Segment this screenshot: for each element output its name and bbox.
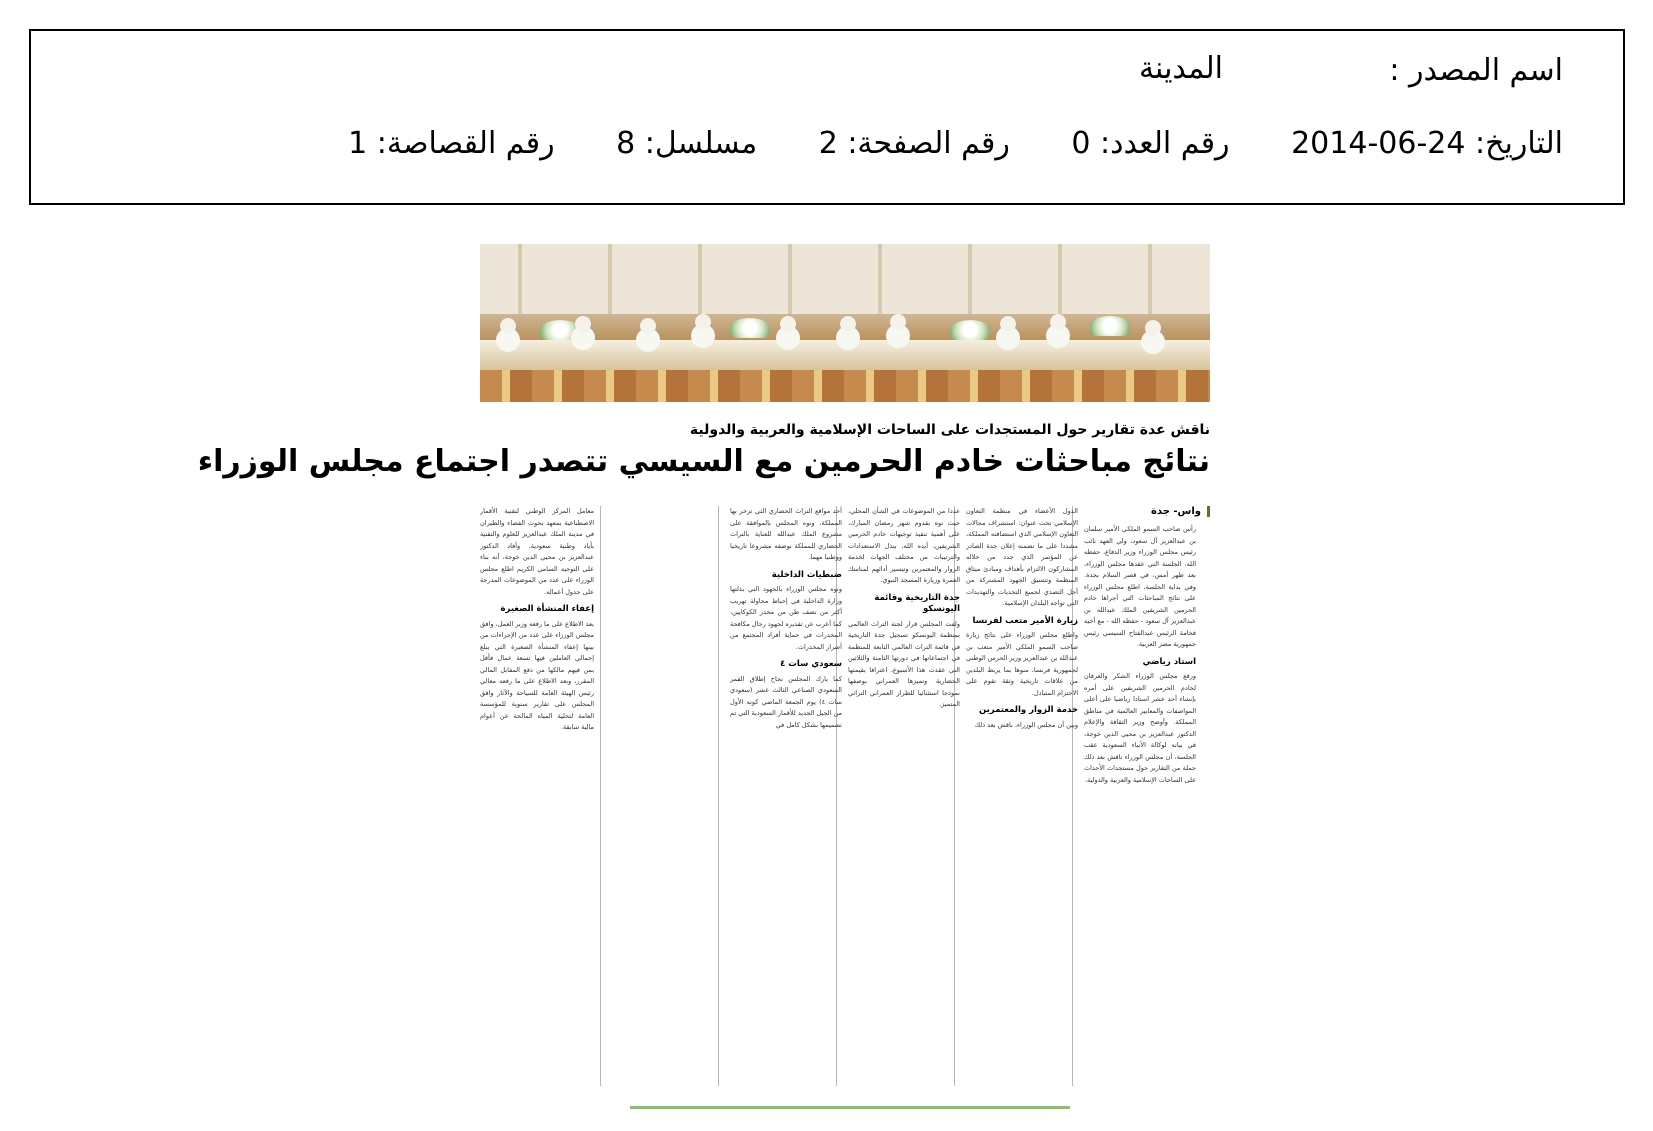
article-byline: واس- جدة xyxy=(1151,506,1210,517)
issue-field: رقم العدد: 0 xyxy=(1071,126,1230,161)
column-subheading: جدة التاريخية وقائمة اليونسكو xyxy=(874,592,960,614)
column-divider xyxy=(718,506,719,1086)
cabinet-meeting-photo xyxy=(480,244,1210,402)
article-column-4 xyxy=(730,506,842,1086)
serial-field: مسلسل: 8 xyxy=(616,126,758,161)
column-subheading: خدمة الزوار والمعتمرين xyxy=(978,705,1078,715)
source-value: المدينة xyxy=(1138,51,1223,86)
column-text: ولفت المجلس قرار لجنة التراث العالمي بمنظمة اليونسكو تسجيل جدة التاريخية في قائمة التراث العالمي التابعة للمنظمة في اجتماعاتها في دورتها الثامنة والثلاثين التي عقدت هذا الأسبوع، اعترافا بقيمتها الحضارية وتميزها العمراني بوصفها نموذجا استثنائيا للطراز العمراني التراثي المتميز. xyxy=(848,619,960,708)
column-subheading: إعفاء المنشأة الصغيرة xyxy=(500,604,594,614)
clip-field: رقم القصاصة: 1 xyxy=(348,126,555,161)
column-subheading: زيارة الأمير متعب لفرنسا xyxy=(972,615,1078,626)
bottom-rule xyxy=(630,1106,1070,1109)
article-column-1 xyxy=(1084,524,1196,1104)
column-text: ورفع مجلس الوزراء الشكر والعرفان لخادم الحرمين الشريفين على أمره بإنشاء أحد عشر استادا رياضيا على أعلى المواصفات والمعايير العالمية في مناطق المملكة. وأوضح وزير الثقافة والإعلام الدكتور عبدالعزيز بن محيي الدين خوجة، في بيانه لوكالة الأنباء السعودية عقب الجلسة، أن مجلس الوزراء ناقش بعد ذلك جملة من التقارير حول مستجدات الأحداث على الساحات الإسلامية والعربية والدولية. xyxy=(1084,672,1196,784)
date-field: التاريخ: 24-06-2014 xyxy=(1291,126,1563,161)
column-divider xyxy=(600,506,601,1086)
article-column-3 xyxy=(848,506,960,1086)
column-subheading: ضبطيات الداخلية xyxy=(771,569,842,580)
column-text: عددا من الموضوعات في الشأن المحلي، حيث نوه بقدوم شهر رمضان المبارك، على أهمية تنفيذ توجيهات خادم الحرمين الشريفين، أيده الله، ببذل الاستعدادات والترتيبات من مختلف الجهات لخدمة الزوار والمعتمرين وتيسير أدائهم لمناسك العمرة وزيارة المسجد النبوي. xyxy=(848,507,960,584)
column-text: وبين أن مجلس الوزراء، ناقش بعد ذلك xyxy=(974,720,1078,729)
source-label: اسم المصدر : xyxy=(1389,53,1563,88)
article-column-2 xyxy=(966,506,1078,1086)
page-field: رقم الصفحة: 2 xyxy=(818,126,1010,161)
column-text: واطلع مجلس الوزراء على نتائج زيارة صاحب السمو الملكي الأمير متعب بن عبدالله بن عبدالعزيز وزير الحرس الوطني لجمهورية فرنسا، منوها بما يربط البلدين من علاقات تاريخية وثقة تقوم على الاحترام المتبادل. xyxy=(966,631,1078,697)
column-text: معامل المركز الوطني لتقنية الأقمار الاصطناعية بمعهد بحوث الفضاء والطيران في مدينة الملك عبدالعزيز للعلوم والتقنية بأياد وطنية سعودية. وأفاد الدكتور عبدالعزيز بن محيي الدين خوجة، أنه بناء على التوجيه السامي الكريم اطلع مجلس الوزراء على عدد من الموضوعات المدرجة على جدول أعماله. xyxy=(480,507,594,596)
article-headline: نتائج مباحثات خادم الحرمين مع السيسي تتصدر اجتماع مجلس الوزراء xyxy=(197,444,1210,479)
column-subheading: سعودي سات ٤ xyxy=(780,659,842,669)
meta-line xyxy=(348,126,1563,161)
column-text: الدول الأعضاء في منظمة التعاون الإسلامي تحت عنوان: استشراف مجالات التعاون الإسلامي الذي استضافته المملكة، مشددا على ما تضمنه إعلان جدة الصادر عن المؤتمر الذي جدد من خلاله المشاركون الالتزام بأهداف ومبادئ ميثاق المنظمة وتنسيق الجهود المشتركة من أجل التصدي لجميع التحديات والتهديدات التي تواجه البلدان الإسلامية. xyxy=(966,507,1078,607)
column-text: أحد مواقع التراث الحضاري التي تزخر بها المملكة، ونوه المجلس بالموافقة على مشروع الملك عبدالله للعناية بالتراث الحضاري للمملكة بوصفه مشروعا تاريخيا ووطنيا مهما. xyxy=(730,507,842,561)
article-column-5 xyxy=(480,506,594,1086)
column-text: بعد الاطلاع على ما رفعه وزير العمل، وافق مجلس الوزراء على عدد من الإجراءات من بينها إعفاء المنشأة الصغيرة التي يبلغ إجمالي العاملين فيها تسعة عمال فأقل بمن فيهم مالكها من دفع المقابل المالي المقرر، وبعد الاطلاع على ما رفعه معالي رئيس الهيئة العامة للسياحة والآثار وافق المجلس على تقارير سنوية للمؤسسة العامة لتحلية المياه المالحة عن أعوام مالية سابقة. xyxy=(480,619,594,731)
article-kicker: ناقش عدة تقارير حول المستجدات على الساحات الإسلامية والعربية والدولية xyxy=(689,422,1210,438)
newspaper-clipping xyxy=(197,244,1210,1114)
column-text: رأس صاحب السمو الملكي الأمير سلمان بن عبدالعزيز آل سعود، ولي العهد نائب رئيس مجلس الوزراء وزير الدفاع، حفظه الله، الجلسة التي عقدها مجلس الوزراء، بعد ظهر أمس، في قصر السلام بجدة. وفي بداية الجلسة، اطلع مجلس الوزراء على نتائج المباحثات التي أجراها خادم الحرمين الشريفين الملك عبدالله بن عبدالعزيز آل سعود - حفظه الله - مع أخيه فخامة الرئيس عبدالفتاح السيسي رئيس جمهورية مصر العربية. xyxy=(1084,525,1196,648)
metadata-header xyxy=(29,29,1625,205)
column-subheading: استاد رياضي xyxy=(1142,656,1196,667)
column-text: ونوه مجلس الوزراء بالجهود التي بذلتها وزارة الداخلية في إحباط محاولة تهريب أكثر من نصف طن من مخدر الكوكايين، كما أعرب عن تقديره لجهود رجال مكافحة المخدرات في حماية أفراد المجتمع من أضرار المخدرات. xyxy=(730,585,842,651)
column-text: كما بارك المجلس نجاح إطلاق القمر السعودي الصناعي الثالث عشر (سعودي سات ٤) يوم الجمعة الماضي كونه الأول من الجيل الجديد للأقمار السعودية التي تم تصميمها بشكل كامل في xyxy=(730,674,842,729)
